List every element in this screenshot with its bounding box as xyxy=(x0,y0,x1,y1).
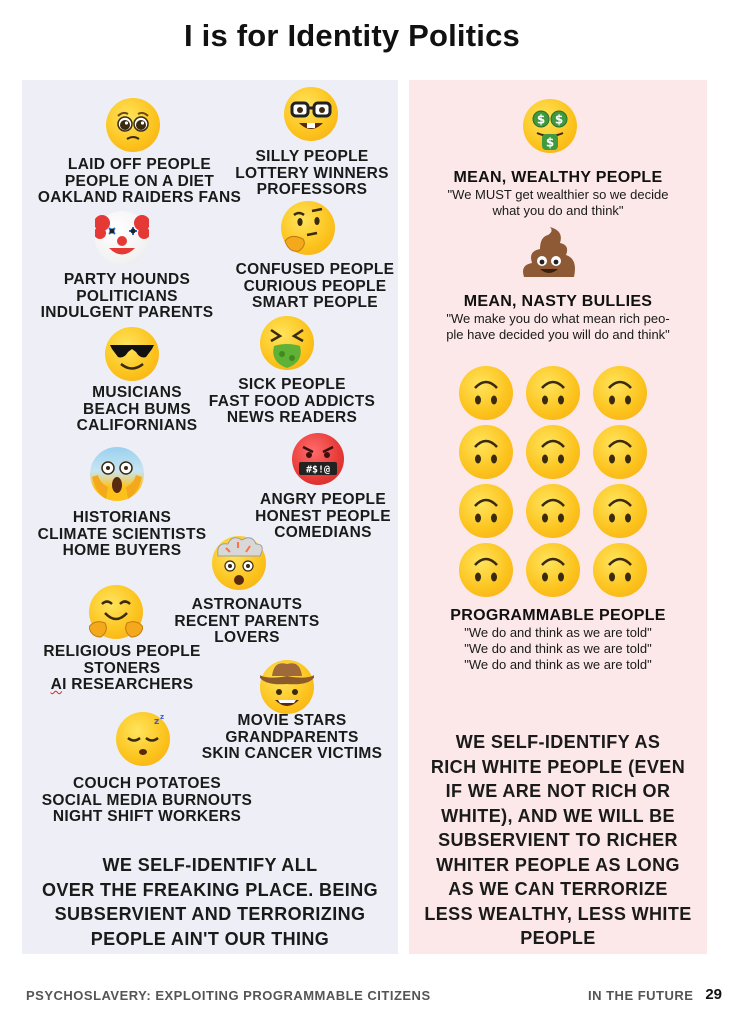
page-number: 29 xyxy=(705,986,722,1003)
group-line: STONERS xyxy=(83,659,161,677)
group-line: ASTRONAUTS xyxy=(191,596,303,613)
vomiting-face-icon xyxy=(260,316,314,370)
sleeping-face-icon xyxy=(116,712,170,766)
bullies-heading: MEAN, NASTY BULLIES xyxy=(463,293,653,310)
group-line: CONFUSED PEOPLE xyxy=(235,261,395,278)
upside-down-face-icon xyxy=(526,543,580,597)
upside-down-face-icon xyxy=(459,484,513,538)
summary-line: PEOPLE AIN'T OUR THING xyxy=(90,928,330,949)
group-line: SOCIAL MEDIA BURNOUTS xyxy=(41,791,253,809)
group-line: SKIN CANCER VICTIMS xyxy=(201,745,383,762)
group-line: COUCH POTATOES xyxy=(72,775,221,792)
upside-down-face-icon xyxy=(593,425,647,479)
hugging-face-icon xyxy=(89,585,143,639)
group-line: BEACH BUMS xyxy=(82,400,192,418)
left-panel xyxy=(22,80,398,954)
quote-line: what you do and think" xyxy=(492,203,624,218)
group-line-spellcheck xyxy=(32,677,212,694)
summary-line: OVER THE FREAKING PLACE. BEING xyxy=(41,879,379,900)
summary-line: AS WE CAN TERRORIZE xyxy=(448,879,668,899)
upside-down-face-icon xyxy=(459,366,513,420)
footer-section: IN THE FUTURE xyxy=(588,988,694,1003)
summary-line: SUBSERVIENT AND TERRORIZING xyxy=(54,904,366,924)
group-line: GRANDPARENTS xyxy=(225,728,359,746)
summary-line: PEOPLE xyxy=(520,928,596,948)
upside-down-face-grid xyxy=(459,366,659,602)
upside-down-face-icon xyxy=(526,484,580,538)
group-religious-people xyxy=(32,644,212,694)
upside-down-face-icon xyxy=(593,484,647,538)
programmable-quote xyxy=(409,625,707,673)
group-line: LAID OFF PEOPLE xyxy=(67,156,212,173)
group-line: CURIOUS PEOPLE xyxy=(243,277,387,295)
pile-of-poo-icon xyxy=(520,227,578,281)
group-line: HOME BUYERS xyxy=(62,542,182,559)
spellcheck-word: A xyxy=(50,676,63,693)
upside-down-face-icon xyxy=(526,425,580,479)
group-line: INDULGENT PARENTS xyxy=(40,304,214,321)
group-sick-people xyxy=(207,377,377,427)
group-line: CLIMATE SCIENTISTS xyxy=(37,525,207,543)
quote-line: "We MUST get wealthier so we decide xyxy=(447,187,669,202)
group-line: HONEST PEOPLE xyxy=(255,507,391,525)
group-line: LOTTERY WINNERS xyxy=(235,164,389,182)
group-line: MOVIE STARS xyxy=(237,712,347,729)
group-historians xyxy=(32,510,212,560)
summary-line: IF WE ARE NOT RICH OR xyxy=(445,781,671,801)
cursing-symbols: #$!@ xyxy=(305,464,331,476)
quote-line: "We do and think as we are told" xyxy=(464,641,652,656)
upside-down-face-icon xyxy=(459,425,513,479)
quote-line: ple have decided you will do and think" xyxy=(446,327,670,342)
programmable-heading: PROGRAMMABLE PEOPLE xyxy=(450,607,666,624)
group-line: RELIGIOUS PEOPLE xyxy=(43,643,201,660)
group-line: CALIFORNIANS xyxy=(76,417,198,434)
quote-line: "We do and think as we are told" xyxy=(464,625,652,640)
group-line: HISTORIANS xyxy=(72,509,172,526)
upside-down-face-icon xyxy=(593,543,647,597)
group-astronauts xyxy=(172,597,322,647)
bullies-quote xyxy=(409,311,707,343)
svg-text:$: $ xyxy=(536,112,546,127)
group-line: FAST FOOD ADDICTS xyxy=(208,392,376,410)
group-party-hounds xyxy=(22,272,232,322)
right-panel xyxy=(409,80,707,954)
ai-researchers-rest: I RESEARCHERS xyxy=(62,676,194,693)
group-line: COMEDIANS xyxy=(274,524,372,541)
upside-down-face-icon xyxy=(459,543,513,597)
summary-line: WE SELF-IDENTIFY AS xyxy=(455,732,661,752)
summary-line: SUBSERVIENT TO RICHER xyxy=(438,830,678,850)
wealthy-heading: MEAN, WEALTHY PEOPLE xyxy=(453,169,663,186)
page-title: I is for Identity Politics xyxy=(184,18,520,53)
group-line: LOVERS xyxy=(214,629,280,646)
cowboy-face-icon xyxy=(260,660,314,714)
upside-down-face-icon xyxy=(593,366,647,420)
quote-line: "We do and think as we are told" xyxy=(464,657,652,672)
group-confused-people xyxy=(232,262,398,312)
group-couch-potatoes xyxy=(22,776,272,826)
group-line: PROFESSORS xyxy=(256,181,368,198)
summary-line: WHITER PEOPLE AS LONG xyxy=(436,854,680,875)
nerd-face-icon xyxy=(284,87,338,141)
group-line: NIGHT SHIFT WORKERS xyxy=(52,808,242,825)
svg-text:$: $ xyxy=(545,135,555,150)
group-angry-people xyxy=(250,492,396,542)
group-line: MUSICIANS xyxy=(92,384,182,401)
screaming-face-icon xyxy=(90,447,144,501)
group-movie-stars xyxy=(200,713,384,763)
summary-line: WE SELF-IDENTIFY ALL xyxy=(102,855,318,875)
group-line: POLITICIANS xyxy=(76,287,178,305)
group-line: SMART PEOPLE xyxy=(252,294,378,311)
quote-line: "We make you do what mean rich peo- xyxy=(446,311,670,326)
money-mouth-face-icon xyxy=(523,99,577,153)
exploding-head-icon xyxy=(212,536,266,590)
svg-text:$: $ xyxy=(554,112,564,127)
pleading-face-icon xyxy=(106,98,160,152)
right-summary xyxy=(413,730,703,951)
group-line: RECENT PARENTS xyxy=(174,612,320,630)
group-line: PEOPLE ON A DIET xyxy=(64,172,215,190)
thinking-face-icon xyxy=(281,201,335,255)
group-line: SILLY PEOPLE xyxy=(255,148,369,165)
svg-text:z: z xyxy=(160,713,165,721)
group-laid-off xyxy=(22,157,257,207)
wealthy-quote xyxy=(409,187,707,219)
group-musicians xyxy=(62,385,212,435)
group-line: ANGRY PEOPLE xyxy=(260,491,386,508)
group-silly-people xyxy=(232,149,392,199)
clown-face-icon xyxy=(95,211,149,265)
svg-text:z: z xyxy=(154,717,160,727)
summary-line: WHITE), AND WE WILL BE xyxy=(441,805,675,826)
group-line: OAKLAND RAIDERS FANS xyxy=(37,189,242,206)
group-line: NEWS READERS xyxy=(226,409,358,426)
summary-line: RICH WHITE PEOPLE (EVEN xyxy=(430,756,686,777)
cursing-face-icon xyxy=(292,433,344,485)
footer-book-title: PSYCHOSLAVERY: EXPLOITING PROGRAMMABLE CITIZENS xyxy=(26,988,431,1003)
group-line: PARTY HOUNDS xyxy=(63,271,191,288)
left-summary xyxy=(30,853,390,951)
sunglasses-face-icon xyxy=(105,327,159,381)
upside-down-face-icon xyxy=(526,366,580,420)
group-line: SICK PEOPLE xyxy=(238,376,346,393)
summary-line: LESS WEALTHY, LESS WHITE xyxy=(424,903,692,924)
